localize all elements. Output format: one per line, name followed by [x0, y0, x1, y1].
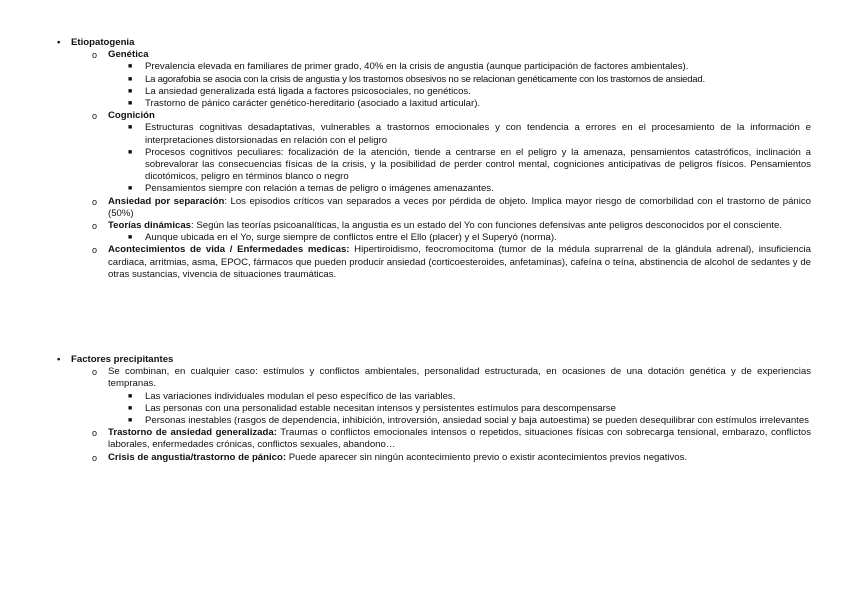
- subtopic-list: [92, 49, 811, 281]
- circle-bullet-icon: o: [92, 221, 98, 232]
- square-bullet-icon: ■: [128, 404, 133, 412]
- section-etiopatogenia: [57, 37, 811, 281]
- square-bullet-icon: ■: [128, 185, 133, 193]
- detail-list: [128, 390, 811, 428]
- bullet-icon: •: [57, 37, 61, 48]
- circle-bullet-icon: o: [92, 428, 98, 439]
- subtopic-combinacion: o Se combinan, en cualquier caso: estímulos y conflictos ambientales, personalidad estructurada, en ocasiones de una dotación genética y de experiencias tempranas. ■ Las variaciones individuales modulan el peso específico de las variables. ■ Las personas con una personalidad estable necesitan intensos y persistentes estímulos para descompensarse ■ Personas inestables (rasgos de dependencia, inhibición, introversión, ansiedad social y baja autoestima) se pueden desequilibrar con estímulos irrelevantes: [92, 366, 811, 427]
- subtopic-list: [92, 366, 811, 464]
- list-item: ■ Procesos cognitivos peculiares: focalización de la atención, tiende a centrarse en el peligro y la amenaza, pensamientos catastróficos, inclinación a sobrevalorar las consecuencias físicas de la crisis, y la posibilidad de perder control mental, cogniciones anticipativas de peligros físicos. Pensamientos dicotómicos, peligro en términos blanco o negro: [128, 146, 811, 183]
- square-bullet-icon: ■: [128, 87, 133, 95]
- subtopic-crisis-angustia: o Crisis de angustia/trastorno de pánico: Puede aparecer sin ningún acontecimiento previo o existir acontecimientos previos negativos.: [92, 451, 688, 463]
- square-bullet-icon: ■: [128, 124, 133, 132]
- subtopic-heading: Teorías dinámicas: [108, 220, 192, 232]
- circle-bullet-icon: o: [92, 111, 98, 122]
- list-item: ■ Aunque ubicada en el Yo, surge siempre de conflictos entre el Ello (placer) y el Superyó (norma).: [128, 232, 557, 244]
- subtopic-teorias-dinamicas: o Teorías dinámicas: Según las teorías psicoanalíticas, la angustia es un estado del Yo con funciones defensivas ante peligros desconocidos por el consciente. ■ Aunque ubicada en el Yo, surge siempre de conflictos entre el Ello (placer) y el Superyó (norma).: [108, 220, 811, 244]
- detail-list: [128, 122, 811, 195]
- subtopic-tag: o Trastorno de ansiedad generalizada: Traumas o conflictos emocionales intensos o repetidos, situaciones físicas con sobrecarga tensional, embarazo, conflictos laborales, enfermedades crónicas, conflictos sexuales, abandono…: [92, 427, 811, 451]
- square-bullet-icon: ■: [128, 148, 133, 156]
- square-bullet-icon: ■: [128, 100, 133, 108]
- subtopic-heading: Genética: [108, 49, 149, 61]
- circle-bullet-icon: o: [92, 245, 98, 256]
- subtopic-cognicion: [92, 110, 811, 195]
- square-bullet-icon: ■: [128, 63, 133, 71]
- section-factores-precipitantes: [57, 354, 811, 464]
- subtopic-heading: Acontecimientos de vida / Enfermedades medicas:: [108, 244, 350, 256]
- detail-list: [128, 61, 811, 110]
- square-bullet-icon: ■: [128, 75, 133, 83]
- list-item: ■ Trastorno de pánico carácter genético-hereditario (asociado a laxitud articular).: [128, 98, 481, 110]
- section-title: • Factores precipitantes: [57, 354, 174, 365]
- subtopic-acontecimientos: o Acontecimientos de vida / Enfermedades medicas: Hipertiroidismo, feocromocitoma (tumor de la médula suprarrenal de la glándula adrenal), insuficiencia cardiaca, arritmias, asma, EPOC, fármacos que pueden producir ansiedad (corticoesteroides, anfetaminas), cafeína o teína, abstinencia de alcohol de sedantes y de otras sustancias, vivencia de situaciones traumáticas.: [92, 244, 811, 280]
- detail-list: [128, 232, 811, 244]
- list-item: ■ La ansiedad generalizada está ligada a factores psicosociales, no genéticos.: [128, 85, 471, 97]
- subtopic-genetica: [92, 49, 811, 110]
- bullet-icon: •: [57, 354, 61, 365]
- square-bullet-icon: ■: [128, 417, 133, 425]
- subtopic-ansiedad-separacion: o Ansiedad por separación: Los episodios críticos van separados a veces por pérdida de objeto. Implica mayor riesgo de comorbilidad con el trastorno de pánico (50%): [92, 195, 811, 219]
- list-item: ■ Las personas con una personalidad estable necesitan intensos y persistentes estímulos para descompensarse: [128, 402, 616, 414]
- square-bullet-icon: ■: [128, 234, 133, 242]
- subtopic-heading: Trastorno de ansiedad generalizada:: [108, 427, 277, 439]
- list-item: ■ Prevalencia elevada en familiares de primer grado, 40% en la crisis de angustia (aunque participación de factores ambientales).: [128, 61, 689, 73]
- circle-bullet-icon: o: [92, 50, 98, 61]
- circle-bullet-icon: o: [92, 196, 98, 207]
- list-item: ■ Estructuras cognitivas desadaptativas, vulnerables a trastornos emocionales y con tendencia a errores en el procesamiento de la información e interpretaciones distorsionadas en relación con el peligro: [128, 122, 811, 146]
- square-bullet-icon: ■: [128, 392, 133, 400]
- circle-bullet-icon: o: [92, 452, 98, 463]
- list-item: ■ Personas inestables (rasgos de dependencia, inhibición, introversión, ansiedad social y baja autoestima) se pueden desequilibrar con estímulos irrelevantes: [128, 415, 809, 427]
- list-item: ■ Las variaciones individuales modulan el peso específico de las variables.: [128, 390, 456, 402]
- subtopic-heading: Cognición: [108, 110, 155, 122]
- section-title: • Etiopatogenia: [57, 37, 135, 48]
- list-item: ■ Pensamientos siempre con relación a temas de peligro o imágenes amenazantes.: [128, 183, 494, 195]
- subtopic-heading: Ansiedad por separación: [108, 195, 225, 207]
- circle-bullet-icon: o: [92, 367, 98, 378]
- list-item: ■ La agorafobia se asocia con la crisis de angustia y los trastornos obsesivos no se relacionan genéticamente con los trastornos de ansiedad.: [128, 73, 705, 85]
- subtopic-heading: Crisis de angustia/trastorno de pánico:: [108, 451, 287, 463]
